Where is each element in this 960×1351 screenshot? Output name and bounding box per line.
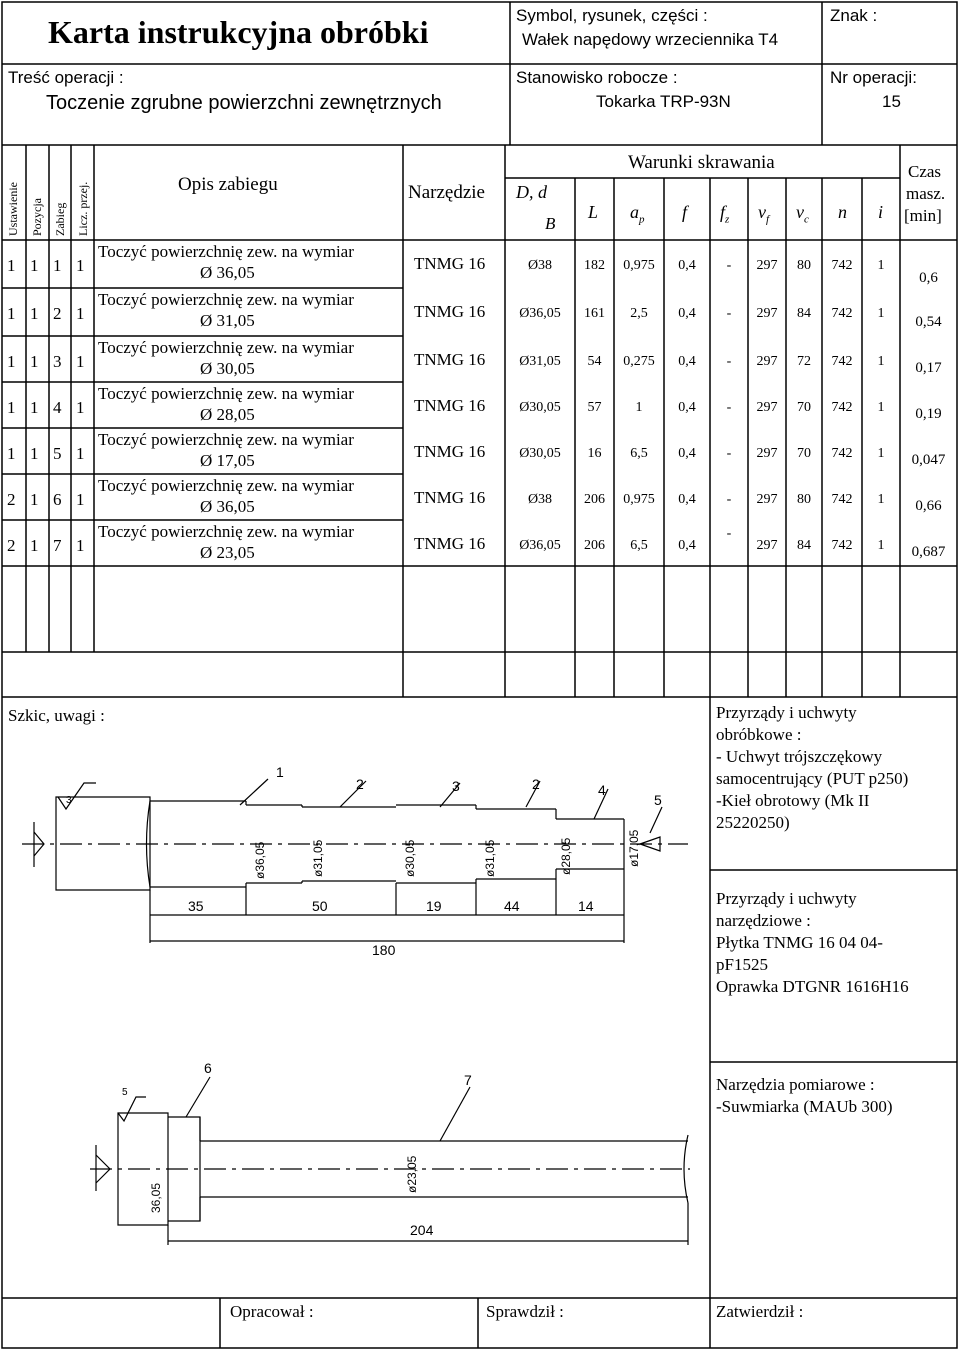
row-l-cell: 1 <box>76 490 85 509</box>
row-d: Ø36,05 <box>519 306 561 321</box>
row-z-cell: 2 <box>53 304 62 323</box>
row-desc-line2: Ø 23,05 <box>200 543 255 562</box>
col-vf: $v_f$ <box>758 202 770 226</box>
row-u-cell: 1 <box>7 352 16 371</box>
row-f: 0,4 <box>678 446 696 461</box>
row-l: 206 <box>584 492 605 507</box>
row-vc: 80 <box>797 258 811 273</box>
row-l-cell: 1 <box>76 256 85 275</box>
row-u-cell: 1 <box>7 304 16 323</box>
row-vc: 70 <box>797 400 811 415</box>
measuring-tools <box>716 1074 893 1118</box>
row-fz: - <box>726 446 732 461</box>
row-d: Ø38 <box>527 258 553 273</box>
s1-len-2: 19 <box>426 898 442 914</box>
row-i: 1 <box>877 400 885 415</box>
row-u-cell: 1 <box>7 398 16 417</box>
row-n: 742 <box>831 306 853 321</box>
row-desc-line2: Ø 31,05 <box>200 311 255 330</box>
row-l: 182 <box>584 258 605 273</box>
row-z-cell: 6 <box>53 490 62 509</box>
s1-setup: 3 <box>66 795 72 806</box>
s1-step-1: 2 <box>356 776 364 792</box>
row-vc: 84 <box>797 538 811 553</box>
row-z-cell: 1 <box>53 256 62 275</box>
s1-step-2: 3 <box>452 778 460 794</box>
row-p-cell: 1 <box>30 536 39 555</box>
row-tool: TNMG 16 <box>414 396 486 415</box>
row-time: 0,687 <box>911 544 946 560</box>
row-fz: - <box>726 258 732 273</box>
row-p-cell: 1 <box>30 398 39 417</box>
s2-setup: 5 <box>122 1087 128 1098</box>
tool-line: Płytka TNMG 16 04 04- <box>716 933 883 952</box>
row-f: 0,4 <box>678 400 696 415</box>
row-vf: 297 <box>756 446 778 461</box>
row-u-cell: 2 <box>7 536 16 555</box>
row-tool: TNMG 16 <box>414 350 486 369</box>
row-p-cell: 1 <box>30 490 39 509</box>
sketch-labels <box>66 764 662 1238</box>
row-n: 742 <box>831 258 853 273</box>
row-u-cell: 2 <box>7 490 16 509</box>
s1-dia-1: ø31,05 <box>311 839 325 877</box>
row-vf: 297 <box>756 354 778 369</box>
row-l-cell: 1 <box>76 536 85 555</box>
row-tool: TNMG 16 <box>414 302 486 321</box>
row-fz: - <box>726 492 732 507</box>
s1-dia-4: ø28,05 <box>559 837 573 875</box>
row-tool: TNMG 16 <box>414 488 486 507</box>
s1-dia-2: ø30,05 <box>403 839 417 877</box>
machining-line: Przyrządy i uchwyty <box>716 703 857 722</box>
row-tool: TNMG 16 <box>414 534 486 553</box>
row-desc-line1: Toczyć powierzchnię zew. na wymiar <box>98 476 354 495</box>
row-vf: 297 <box>756 258 778 273</box>
row-f: 0,4 <box>678 538 696 553</box>
row-fz: - <box>726 400 732 415</box>
row-d: Ø36,05 <box>519 538 561 553</box>
col-czas-3: [min] <box>904 206 942 225</box>
row-vc: 80 <box>797 492 811 507</box>
row-d: Ø30,05 <box>519 446 561 461</box>
tool-line: narzędziowe : <box>716 911 811 930</box>
col-czas-2: masz. <box>906 184 946 203</box>
tool-fixtures <box>716 888 909 998</box>
row-vf: 297 <box>756 306 778 321</box>
row-u-cell: 1 <box>7 444 16 463</box>
prepared-by: Opracował : <box>230 1302 314 1321</box>
col-narzedzie: Narzędzie <box>408 182 485 203</box>
row-vf: 297 <box>756 400 778 415</box>
s1-step-5: 5 <box>654 792 662 808</box>
row-vc: 84 <box>797 306 811 321</box>
s1-dia-0: ø36,05 <box>253 841 267 879</box>
row-desc-line1: Toczyć powierzchnię zew. na wymiar <box>98 430 354 449</box>
row-ap: 0,275 <box>623 354 655 369</box>
s1-len-1: 50 <box>312 898 328 914</box>
s1-dia-3: ø31,05 <box>483 839 497 877</box>
machining-line: - Uchwyt trójszczękowy <box>716 747 883 766</box>
s2-step-0: 6 <box>204 1060 212 1076</box>
machining-line: -Kieł obrotowy (Mk II <box>716 791 870 810</box>
s2-step-1: 7 <box>464 1072 472 1088</box>
measure-line: Narzędzia pomiarowe : <box>716 1075 875 1094</box>
tool-line: Przyrządy i uchwyty <box>716 889 857 908</box>
row-l-cell: 1 <box>76 398 85 417</box>
row-time: 0,54 <box>915 314 942 330</box>
row-l: 54 <box>587 354 602 369</box>
row-ap: 2,5 <box>630 306 648 321</box>
row-n: 742 <box>831 400 853 415</box>
row-fz: - <box>726 354 732 369</box>
row-f: 0,4 <box>678 306 696 321</box>
row-p-cell: 1 <box>30 444 39 463</box>
row-ap: 1 <box>635 400 643 415</box>
col-czas-1: Czas <box>908 162 942 181</box>
row-z-cell: 3 <box>53 352 62 371</box>
row-vc: 72 <box>797 354 811 369</box>
s1-total: 180 <box>372 942 396 958</box>
row-fz: - <box>726 526 732 541</box>
row-ap: 0,975 <box>623 492 655 507</box>
row-ap: 0,975 <box>623 258 655 273</box>
row-desc-line2: Ø 17,05 <box>200 451 255 470</box>
row-desc-line2: Ø 30,05 <box>200 359 255 378</box>
machining-fixtures <box>716 702 908 834</box>
s2-dia-0: 36,05 <box>149 1182 163 1213</box>
operation-label: Treść operacji : <box>8 68 124 87</box>
s1-step-0: 1 <box>276 764 284 780</box>
station-label: Stanowisko robocze : <box>516 68 678 87</box>
machining-line: samocentrujący (PUT p250) <box>716 769 909 788</box>
col-f: f <box>682 202 688 222</box>
col-zabieg: Zabieg <box>53 202 67 236</box>
row-tool: TNMG 16 <box>414 442 486 461</box>
col-ustawienie: Ustawienie <box>6 182 20 236</box>
symbol-label: Symbol, rysunek, części : <box>516 6 708 25</box>
row-time: 0,17 <box>915 360 942 376</box>
row-n: 742 <box>831 492 853 507</box>
row-i: 1 <box>877 538 885 553</box>
row-f: 0,4 <box>678 354 696 369</box>
row-desc-line1: Toczyć powierzchnię zew. na wymiar <box>98 290 354 309</box>
row-p-cell: 1 <box>30 304 39 323</box>
row-ap: 6,5 <box>630 446 648 461</box>
row-z-cell: 7 <box>53 536 62 555</box>
row-vf: 297 <box>756 538 778 553</box>
row-l: 57 <box>587 400 602 415</box>
row-time: 0,19 <box>915 406 942 422</box>
row-d: Ø38 <box>527 492 553 507</box>
row-desc-line2: Ø 28,05 <box>200 405 255 424</box>
row-i: 1 <box>877 492 885 507</box>
row-desc-line1: Toczyć powierzchnię zew. na wymiar <box>98 338 354 357</box>
znak-label: Znak : <box>830 6 878 25</box>
col-fz: $f_z$ <box>720 202 730 226</box>
row-time: 0,6 <box>919 270 938 286</box>
s1-len-0: 35 <box>188 898 204 914</box>
s1-len-4: 14 <box>578 898 594 914</box>
col-i: i <box>878 202 884 222</box>
row-vf: 297 <box>756 492 778 507</box>
s1-dia-5: ø17,05 <box>627 829 641 867</box>
col-opis: Opis zabiegu <box>178 174 278 195</box>
row-f: 0,4 <box>678 492 696 507</box>
row-i: 1 <box>877 258 885 273</box>
row-desc-line1: Toczyć powierzchnię zew. na wymiar <box>98 242 354 261</box>
row-u-cell: 1 <box>7 256 16 275</box>
s1-len-3: 44 <box>504 898 520 914</box>
row-f: 0,4 <box>678 258 696 273</box>
row-i: 1 <box>877 306 885 321</box>
col-b: B <box>545 214 556 233</box>
sketch-label: Szkic, uwagi : <box>8 706 105 725</box>
row-desc-line1: Toczyć powierzchnię zew. na wymiar <box>98 384 354 403</box>
row-vc: 70 <box>797 446 811 461</box>
col-n: n <box>838 202 847 222</box>
row-l: 161 <box>584 306 605 321</box>
op-number-value: 15 <box>882 92 901 111</box>
tool-line: Oprawka DTGNR 1616H16 <box>716 977 909 996</box>
col-d: D, d <box>516 182 547 202</box>
measure-line: -Suwmiarka (MAUb 300) <box>716 1097 893 1116</box>
row-l-cell: 1 <box>76 352 85 371</box>
row-l-cell: 1 <box>76 444 85 463</box>
row-l-cell: 1 <box>76 304 85 323</box>
col-vc: $v_c$ <box>796 202 809 226</box>
row-n: 742 <box>831 354 853 369</box>
row-i: 1 <box>877 446 885 461</box>
row-n: 742 <box>831 446 853 461</box>
s2-dia-1: ø23,05 <box>405 1155 419 1193</box>
tool-line: pF1525 <box>716 955 768 974</box>
s1-step-3: 2 <box>532 776 540 792</box>
col-licz-przej: Licz. przej. <box>76 181 90 236</box>
row-d: Ø31,05 <box>519 354 561 369</box>
row-desc-line1: Toczyć powierzchnię zew. na wymiar <box>98 522 354 541</box>
row-z-cell: 4 <box>53 398 62 417</box>
op-number-label: Nr operacji: <box>830 68 917 87</box>
symbol-value: Wałek napędowy wrzeciennika T4 <box>522 30 779 49</box>
row-ap: 6,5 <box>630 538 648 553</box>
s2-total: 204 <box>410 1222 434 1238</box>
approved-by: Zatwierdził : <box>716 1302 804 1321</box>
row-p-cell: 1 <box>30 352 39 371</box>
row-time: 0,047 <box>911 452 946 468</box>
machining-line: 25220250) <box>716 813 790 832</box>
col-pozycja: Pozycja <box>30 198 44 236</box>
row-fz: - <box>726 306 732 321</box>
row-i: 1 <box>877 354 885 369</box>
row-desc-line2: Ø 36,05 <box>200 263 255 282</box>
s1-step-4: 4 <box>598 782 606 798</box>
shaft-sketch <box>0 697 710 1297</box>
row-d: Ø30,05 <box>519 400 561 415</box>
operation-value: Toczenie zgrubne powierzchni zewnętrznych <box>46 92 442 114</box>
row-l: 206 <box>584 538 605 553</box>
row-z-cell: 5 <box>53 444 62 463</box>
checked-by: Sprawdził : <box>486 1302 564 1321</box>
row-n: 742 <box>831 538 853 553</box>
machining-line: obróbkowe : <box>716 725 802 744</box>
station-value: Tokarka TRP-93N <box>596 92 731 111</box>
form-title: Karta instrukcyjna obróbki <box>48 14 429 50</box>
col-warunki: Warunki skrawania <box>628 152 775 173</box>
row-time: 0,66 <box>915 498 942 514</box>
col-l: L <box>588 202 599 222</box>
row-p-cell: 1 <box>30 256 39 275</box>
col-ap: $a_p$ <box>630 202 645 226</box>
row-l: 16 <box>587 446 602 461</box>
row-desc-line2: Ø 36,05 <box>200 497 255 516</box>
row-tool: TNMG 16 <box>414 254 486 273</box>
